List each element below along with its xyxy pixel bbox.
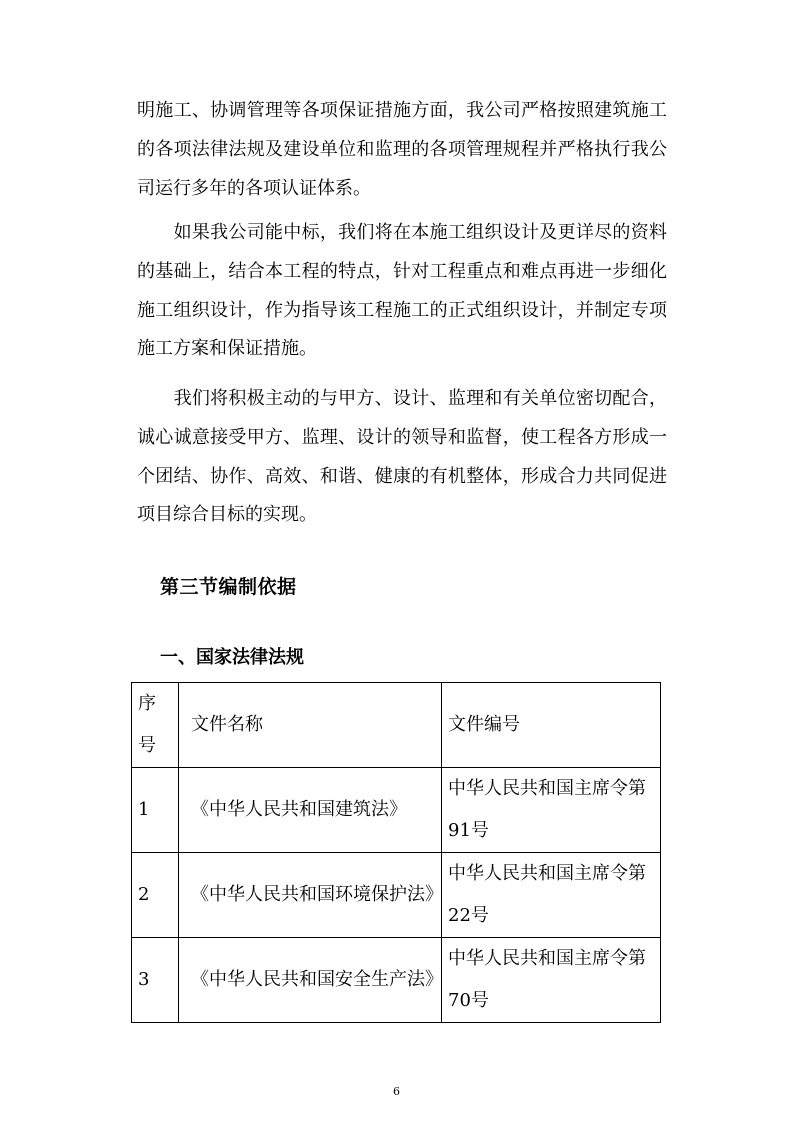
row-no: 2 (132, 853, 179, 938)
header-no: 序号 (132, 683, 179, 768)
row-code: 中华人民共和国主席令第70号 (442, 938, 661, 1023)
header-name (179, 683, 442, 768)
body-paragraph-2: 如果我公司能中标，我们将在本施工组织设计及更详尽的资料的基础上，结合本工程的特点，针对工程重点和难点再进一步细化施工组织设计，作为指导该工程施工的正式组织设计，并制定专项施工方案和保证措施。 (137, 222, 667, 360)
body-paragraph-3: 我们将积极主动的与甲方、设计、监理和有关单位密切配合，诚心诚意接受甲方、监理、设计的领导和监督，使工程各方形成一个团结、协作、高效、和谐、健康的有机整体，形成合力共同促进项目综合目标的实现。 (137, 388, 667, 526)
row-name (179, 938, 442, 1023)
page-number: 6 (393, 1085, 400, 1098)
header-name-text: 文件名称 (191, 714, 263, 735)
row-name (179, 853, 442, 938)
subsection-heading: 一、国家法律法规 (160, 647, 304, 668)
body-paragraph-1: 明施工、协调管理等各项保证措施方面，我公司严格按照建筑施工的各项法律法规及建设单位和监理的各项管理规程并严格执行我公司运行多年的各项认证体系。 (137, 100, 667, 199)
table-row (132, 768, 661, 853)
table-header-row (132, 683, 661, 768)
laws-table (131, 682, 661, 1023)
row-code: 中华人民共和国主席令第91号 (442, 768, 661, 853)
table-row (132, 853, 661, 938)
row-name (179, 768, 442, 853)
row-no: 3 (132, 938, 179, 1023)
row-no: 1 (132, 768, 179, 853)
header-code: 文件编号 (442, 683, 661, 768)
row-name-text: 《中华人民共和国环境保护法》 (191, 884, 443, 905)
row-code: 中华人民共和国主席令第22号 (442, 853, 661, 938)
row-name-text: 《中华人民共和国建筑法》 (191, 799, 407, 820)
table-row (132, 938, 661, 1023)
row-name-text: 《中华人民共和国安全生产法》 (191, 969, 443, 990)
section-heading: 第三节编制依据 (160, 576, 297, 598)
